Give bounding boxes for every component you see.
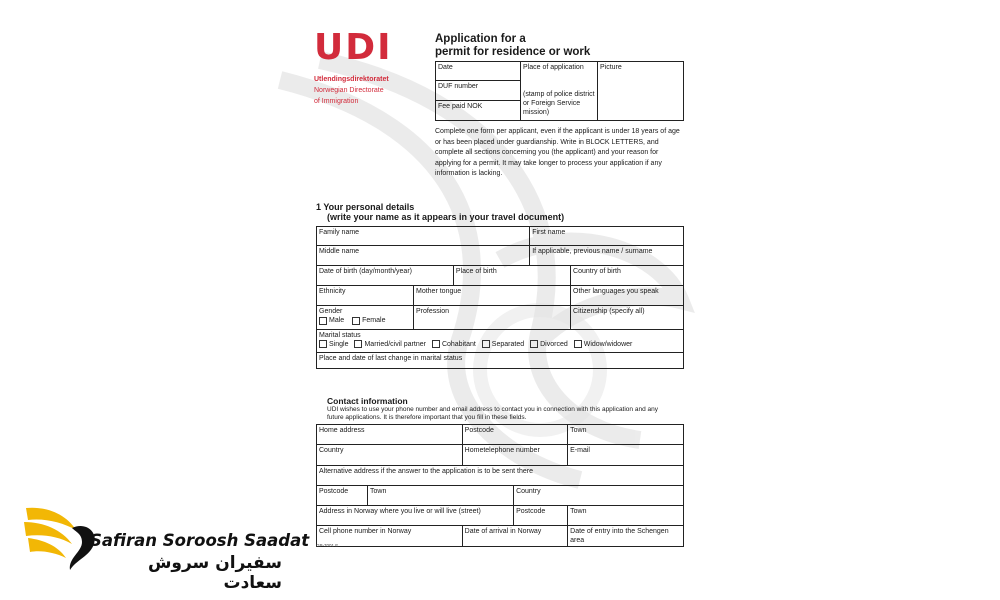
- middle-name-field[interactable]: Middle name: [317, 246, 530, 266]
- arrival-date-field[interactable]: Date of arrival in Norway: [462, 526, 567, 547]
- male-checkbox[interactable]: [319, 317, 327, 325]
- marital-checkbox[interactable]: [354, 340, 362, 348]
- schengen-date-field[interactable]: Date of entry into the Schengen area: [568, 526, 684, 547]
- marital-option[interactable]: [574, 340, 633, 349]
- form-title-line-1: Application for a: [435, 33, 526, 45]
- alternative-address-field[interactable]: Alternative address if the answer to the application is to be sent there: [317, 466, 684, 486]
- other-languages-field[interactable]: Other languages you speak: [571, 286, 684, 306]
- marital-option-label: Divorced: [540, 340, 568, 348]
- agency-line-3: of Immigration: [314, 98, 359, 105]
- norway-address-field[interactable]: Address in Norway where you live or will live (street): [317, 506, 514, 526]
- contact-table: [316, 424, 684, 547]
- section-1-title-line-2: (write your name as it appears in your travel document): [327, 212, 565, 222]
- agency-line-2: Norwegian Directorate: [314, 87, 384, 94]
- marital-option[interactable]: [482, 340, 524, 349]
- alt-postcode-field[interactable]: Postcode: [317, 486, 368, 506]
- marital-option[interactable]: [354, 340, 425, 349]
- family-name-field[interactable]: Family name: [317, 227, 530, 246]
- country-of-birth-field[interactable]: Country of birth: [571, 266, 684, 286]
- norway-postcode-field[interactable]: Postcode: [514, 506, 568, 526]
- marital-option[interactable]: [432, 340, 476, 349]
- picture-field[interactable]: Picture: [598, 62, 684, 121]
- marital-option[interactable]: [530, 340, 568, 349]
- female-label: Female: [362, 317, 386, 324]
- form-title: [435, 33, 590, 59]
- contact-title: Contact information: [327, 396, 408, 406]
- profession-field[interactable]: Profession: [414, 306, 571, 330]
- udi-logo: UDI: [314, 27, 393, 68]
- ethnicity-field[interactable]: Ethnicity: [317, 286, 414, 306]
- marital-checkbox[interactable]: [482, 340, 490, 348]
- alt-town-field[interactable]: Town: [368, 486, 514, 506]
- marital-options: [319, 340, 681, 352]
- place-label: Place of application: [523, 64, 584, 71]
- marital-option[interactable]: [319, 340, 348, 349]
- male-label: Male: [329, 317, 345, 324]
- cell-phone-field[interactable]: Cell phone number in Norway: [317, 526, 463, 547]
- country-field[interactable]: Country: [317, 445, 463, 466]
- place-of-application-field[interactable]: [521, 62, 598, 121]
- email-field[interactable]: E-mail: [568, 445, 684, 466]
- agency-name: [314, 74, 389, 107]
- marital-option-label: Married/civil partner: [364, 340, 426, 348]
- date-of-birth-field[interactable]: Date of birth (day/month/year): [317, 266, 454, 286]
- fee-paid-field[interactable]: Fee paid NOK: [436, 101, 521, 121]
- gender-label: Gender: [319, 308, 343, 315]
- place-of-birth-field[interactable]: Place of birth: [453, 266, 570, 286]
- gender-male-option[interactable]: [319, 316, 344, 325]
- contact-description: UDI wishes to use your phone number and email address to contact you in connection with this application and any future applications. It is therefore important that you fill in these fields.: [327, 406, 658, 421]
- norway-town-field[interactable]: Town: [568, 506, 684, 526]
- gender-female-option[interactable]: [352, 316, 385, 325]
- personal-details-table: [316, 226, 684, 369]
- female-checkbox[interactable]: [352, 317, 360, 325]
- brand-name-english: Safiran Soroosh Saadat: [90, 531, 310, 550]
- date-field[interactable]: Date: [436, 62, 521, 81]
- marital-checkbox[interactable]: [574, 340, 582, 348]
- brand-name-persian: سفیران سروش سعادت: [147, 553, 282, 593]
- marital-checkbox[interactable]: [530, 340, 538, 348]
- marital-option-label: Single: [329, 340, 349, 348]
- section-1-title: [316, 202, 564, 222]
- marital-checkbox[interactable]: [432, 340, 440, 348]
- office-use-box: [435, 61, 684, 121]
- marital-checkbox[interactable]: [319, 340, 327, 348]
- citizenship-field[interactable]: Citizenship (specify all): [571, 306, 684, 330]
- mother-tongue-field[interactable]: Mother tongue: [414, 286, 571, 306]
- form-title-line-2: permit for residence or work: [435, 46, 591, 58]
- home-address-field[interactable]: Home address: [317, 425, 463, 445]
- first-name-field[interactable]: First name: [530, 227, 684, 246]
- marital-option-label: Separated: [491, 340, 525, 348]
- marital-change-field[interactable]: Place and date of last change in marital status: [317, 353, 684, 369]
- duf-number-field[interactable]: DUF number: [436, 81, 521, 101]
- stamp-label: (stamp of police district or Foreign Service mission): [523, 91, 595, 116]
- marital-status-label: Marital status: [319, 331, 361, 339]
- marital-status-field: [317, 329, 684, 353]
- marital-option-label: Cohabitant: [441, 340, 476, 348]
- town-field[interactable]: Town: [568, 425, 684, 445]
- previous-name-field[interactable]: If applicable, previous name / surname: [530, 246, 684, 266]
- alt-country-field[interactable]: Country: [514, 486, 684, 506]
- agency-line-1: Utlendingsdirektoratet: [314, 76, 389, 83]
- intro-text: Complete one form per applicant, even if the applicant is under 18 years of age or has been placed under guardianship. Write in BLOCK LETTERS, and complete all sections concerning you (the applicant) and your reason for applying for a permit. It may take longer to process your application if any information is lacking.: [435, 128, 680, 177]
- postcode-field[interactable]: Postcode: [462, 425, 567, 445]
- section-1-title-line-1: 1 Your personal details: [316, 202, 415, 212]
- home-phone-field[interactable]: Hometelephone number: [462, 445, 567, 466]
- form-code: GP-7001 E: [316, 543, 339, 548]
- gender-field: [317, 306, 414, 330]
- marital-option-label: Widow/widower: [583, 340, 633, 348]
